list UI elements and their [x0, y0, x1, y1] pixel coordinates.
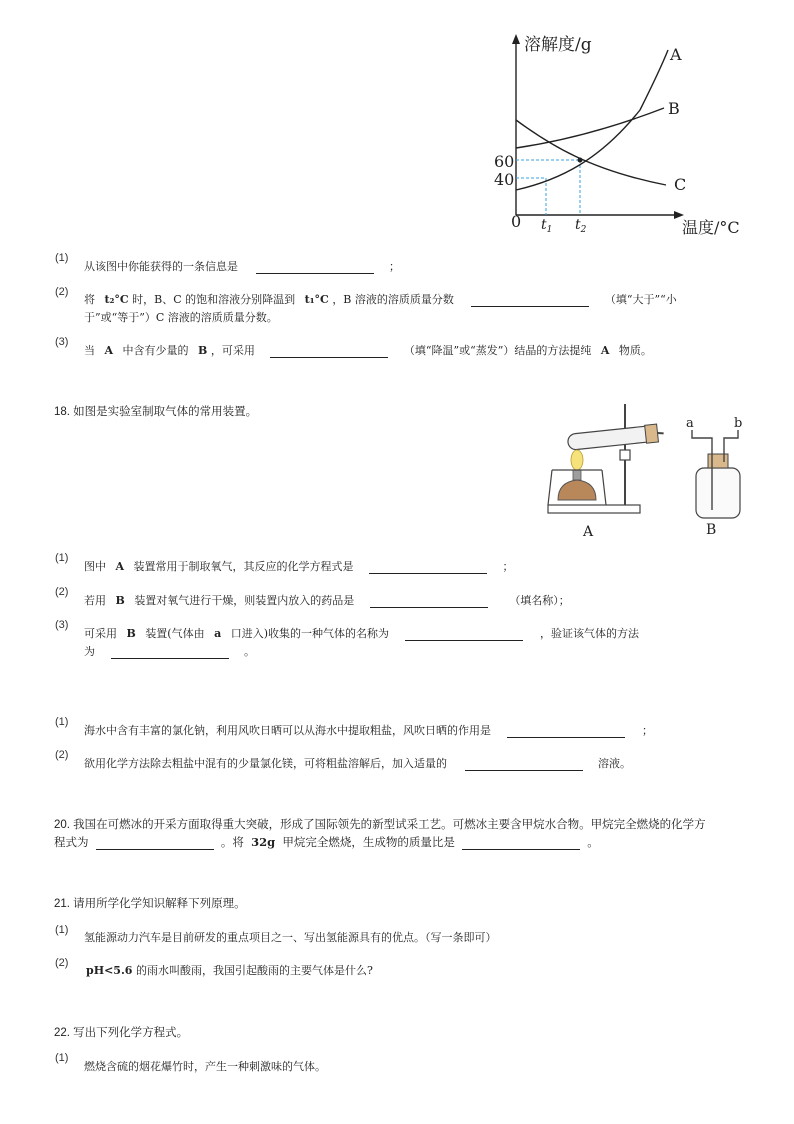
q17-3-text: [84, 342, 652, 358]
q18-2-p1: 若用: [84, 594, 106, 607]
apparatus-figure: [540, 400, 750, 545]
q18-1-p2: 装置常用于制取氧气，其反应的化学方程式是: [133, 560, 354, 573]
series-label-A: A: [670, 45, 682, 64]
q18-3-p2: 装置(气体由: [145, 627, 205, 640]
q18-3-number: (3): [55, 619, 69, 631]
q22-title: 22. 写出下列化学方程式。: [54, 1027, 189, 1039]
q17-3-number: (3): [55, 336, 69, 348]
x-axis-label: 温度/°C: [682, 218, 740, 237]
q19-2-stem: 欲用化学方法除去粗盐中混有的少量氯化镁，可将粗盐溶解后，加入适量的: [84, 757, 447, 770]
q18-3-p4: ，验证该气体的方法: [540, 627, 640, 640]
q18-3-text: [84, 625, 639, 641]
clamp-box: [620, 450, 630, 460]
q19-2-number: (2): [55, 749, 69, 761]
bottle-neck: [708, 454, 728, 468]
q18-3-line2a: 为: [84, 645, 95, 658]
q22-1-text: 燃烧含硫的烟花爆竹时，产生一种刺激味的气体。: [84, 1060, 326, 1073]
fig-label-a: a: [686, 416, 694, 431]
q18-2-tail: （填名称）；: [509, 594, 570, 607]
q18-3-line2b: 。: [244, 645, 255, 658]
q19-1-number: (1): [55, 716, 69, 728]
q21-1-text: 氢能源动力汽车是目前研发的重点项目之一、写出氢能源具有的优点。（写一条即可）: [84, 931, 497, 944]
curve-A: [516, 50, 668, 190]
q17-2-answer-blank[interactable]: [471, 294, 589, 307]
q17-2-p3: ，B 溶液的溶质质量分数: [332, 293, 454, 306]
curve-C: [516, 120, 666, 185]
q18-1-text: [84, 558, 514, 574]
q18-2-p2: 装置对氧气进行干燥，则装置内放入的药品是: [134, 594, 355, 607]
q18-3-answer-blank-1[interactable]: [405, 628, 523, 641]
y-tick-40: 40: [494, 170, 515, 189]
q19-2-answer-blank[interactable]: [465, 758, 583, 771]
q18-2-answer-blank[interactable]: [370, 595, 488, 608]
q18-1-answer-blank[interactable]: [369, 561, 487, 574]
q17-3-b: B: [198, 344, 208, 357]
q18-1-a: A: [115, 560, 125, 573]
q18-1-p1: 图中: [84, 560, 106, 573]
curve-B: [516, 108, 664, 148]
q19-2-tail: 溶液。: [598, 757, 631, 770]
q17-2-text: [84, 291, 677, 307]
q17-3-p5: 物质。: [618, 344, 652, 357]
q20-line1: 20. 我国在可燃冰的开采方面取得重大突破，形成了国际领先的新型试采工艺。可燃冰主要含甲烷水合物。甲烷完全燃烧的化学方: [54, 819, 706, 831]
q20-l2a: 程式为: [54, 837, 89, 849]
x-tick-t2: $t_2$: [575, 217, 587, 235]
q20-answer-blank-1[interactable]: [96, 837, 214, 850]
q21-2-stem: 的雨水叫酸雨，我国引起酸雨的主要气体是什么?: [135, 964, 373, 977]
q18-2-text: [84, 592, 570, 608]
series-label-C: C: [674, 175, 687, 194]
series-label-B: B: [668, 99, 680, 118]
q17-2-t1: t₁°C: [304, 293, 329, 306]
intersection-point: [578, 158, 583, 163]
q20-line2: [54, 834, 599, 850]
q17-2-t2: t₂°C: [104, 293, 129, 306]
y-axis-arrow: [512, 34, 520, 44]
q17-2-number: (2): [55, 286, 69, 298]
q17-1-number: (1): [55, 252, 69, 264]
lamp-body: [558, 480, 596, 500]
lamp-flame: [571, 450, 583, 470]
q18-2-b: B: [115, 594, 125, 607]
q21-2-number: (2): [55, 957, 69, 969]
q18-3-a: a: [214, 627, 222, 640]
lamp-wick: [573, 470, 581, 480]
q18-3-p3: 口进入)收集的一种气体的名称为: [230, 627, 390, 640]
bottle-body: [696, 468, 740, 518]
fig-label-A: A: [583, 524, 594, 540]
q17-1-answer-blank[interactable]: [256, 261, 374, 274]
q17-2-p4: （填“大于”“小: [604, 293, 677, 306]
y-tick-60: 60: [494, 152, 515, 171]
y-axis-label: 溶解度/g: [524, 35, 592, 55]
q21-2-ph: pH<5.6: [86, 964, 133, 977]
q19-1-tail: ；: [642, 724, 653, 737]
q21-2-text: [86, 962, 373, 978]
q18-3-b: B: [126, 627, 136, 640]
stand-base: [548, 505, 640, 513]
q17-3-answer-blank[interactable]: [270, 345, 388, 358]
fig-label-b: b: [734, 416, 743, 431]
q18-1-number: (1): [55, 552, 69, 564]
q20-32g: 32g: [251, 835, 276, 849]
q19-1-stem: 海水中含有丰富的氯化钠，利用风吹日晒可以从海水中提取粗盐，风吹日晒的作用是: [84, 724, 491, 737]
q17-3-p4: （填“降温”或“蒸发”）结晶的方法提纯: [403, 344, 592, 357]
fig-label-B: B: [706, 522, 717, 538]
q17-2-p1: 将: [84, 293, 95, 306]
q20-l2d: 。: [587, 837, 599, 849]
q21-title: 21. 请用所学化学知识解释下列原理。: [54, 898, 246, 910]
q20-l2c: 甲烷完全燃烧，生成物的质量比是: [282, 837, 455, 849]
q18-2-number: (2): [55, 586, 69, 598]
solubility-chart: [490, 30, 750, 245]
q18-title: 18. 如图是实验室制取气体的常用装置。: [54, 406, 258, 418]
q17-3-p1: 当: [84, 344, 95, 357]
q17-3-p2: 中含有少量的: [122, 344, 189, 357]
q17-1-tail: ；: [389, 260, 400, 273]
q18-1-tail: ；: [502, 560, 514, 573]
q18-3-p1: 可采用: [84, 627, 117, 640]
q17-3-a2: A: [600, 344, 610, 357]
q20-l2b: 。将: [220, 837, 244, 849]
q17-1-text: [84, 258, 400, 274]
q17-2-line2: 于”或“等于”）C 溶液的溶质质量分数。: [84, 311, 278, 324]
q21-1-number: (1): [55, 924, 69, 936]
q19-2-text: [84, 755, 631, 771]
q20-answer-blank-2[interactable]: [462, 837, 580, 850]
q17-3-p3: ，可采用: [210, 344, 255, 357]
q17-1-stem: 从该图中你能获得的一条信息是: [84, 260, 238, 273]
q18-3-line2: [84, 643, 255, 659]
origin-label: 0: [511, 212, 522, 231]
x-tick-t1: $t_1$: [541, 217, 553, 235]
test-tube: [567, 423, 664, 451]
q17-2-p2: 时，B、C 的饱和溶液分别降温到: [132, 293, 296, 306]
q19-1-text: [84, 722, 653, 738]
q22-1-number: (1): [55, 1052, 69, 1064]
q18-3-answer-blank-2[interactable]: [111, 646, 229, 659]
q19-1-answer-blank[interactable]: [507, 725, 625, 738]
q17-3-a: A: [104, 344, 114, 357]
